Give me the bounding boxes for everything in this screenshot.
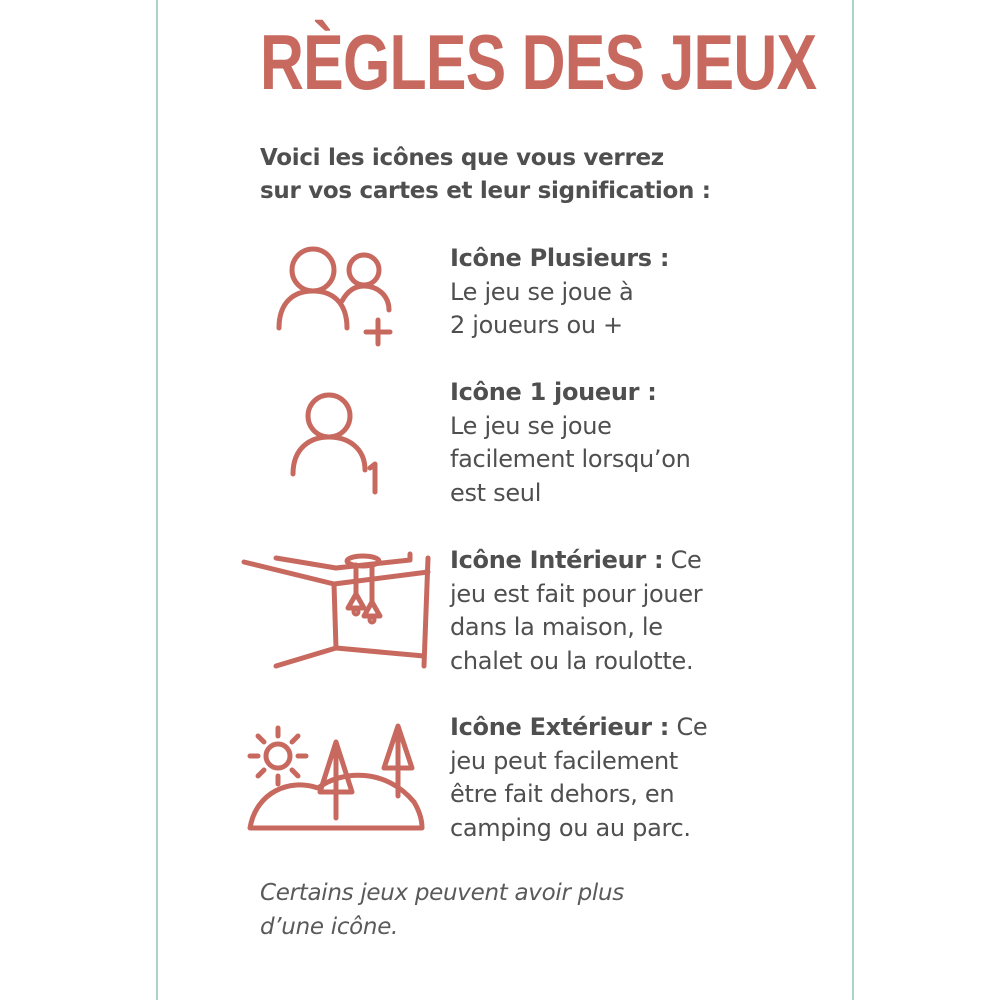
item-single-player (450, 376, 780, 510)
item-first-line-rest: Ce (669, 713, 708, 741)
intro-line: Voici les icônes que vous verrez (260, 145, 664, 171)
footnote-line: d’une icône. (260, 914, 399, 940)
item-outdoor (450, 711, 780, 845)
item-description-line: facilement lorsqu’on (450, 445, 691, 473)
item-first-line (450, 711, 780, 745)
item-name: Icône Plusieurs : (450, 244, 670, 272)
page-title: RÈGLES DES JEUX (260, 18, 817, 106)
item-description-line: jeu peut facilement (450, 746, 679, 775)
outdoor-landscape-icon (246, 722, 426, 832)
item-description-line: chalet ou la roulotte. (450, 646, 694, 675)
item-description-line: 2 joueurs ou + (450, 311, 623, 339)
item-description-line: jeu est fait pour jouer (450, 579, 703, 608)
item-name: Icône Intérieur : (450, 546, 664, 574)
item-first-line (450, 544, 780, 578)
item-description-line: dans la maison, le (450, 613, 663, 641)
item-indoor (450, 544, 780, 678)
intro-line: sur vos cartes et leur signification : (260, 178, 711, 204)
footnote (260, 876, 780, 944)
item-description-line: est seul (450, 478, 542, 507)
item-description-line: camping ou au parc. (450, 813, 691, 842)
intro-text (260, 142, 780, 208)
item-description-line: Le jeu se joue à (450, 277, 634, 306)
single-player-icon (284, 390, 384, 496)
indoor-room-icon (240, 550, 436, 674)
item-multiple-players (450, 242, 780, 343)
footnote-line: Certains jeux peuvent avoir plus (260, 880, 624, 906)
item-first-line-rest: Ce (663, 546, 702, 574)
item-description-line: Le jeu se joue (450, 411, 612, 440)
item-name: Icône Extérieur : (450, 713, 670, 741)
item-description-line: être fait dehors, en (450, 780, 675, 808)
item-name: Icône 1 joueur : (450, 378, 657, 406)
multiple-players-icon (270, 244, 400, 350)
